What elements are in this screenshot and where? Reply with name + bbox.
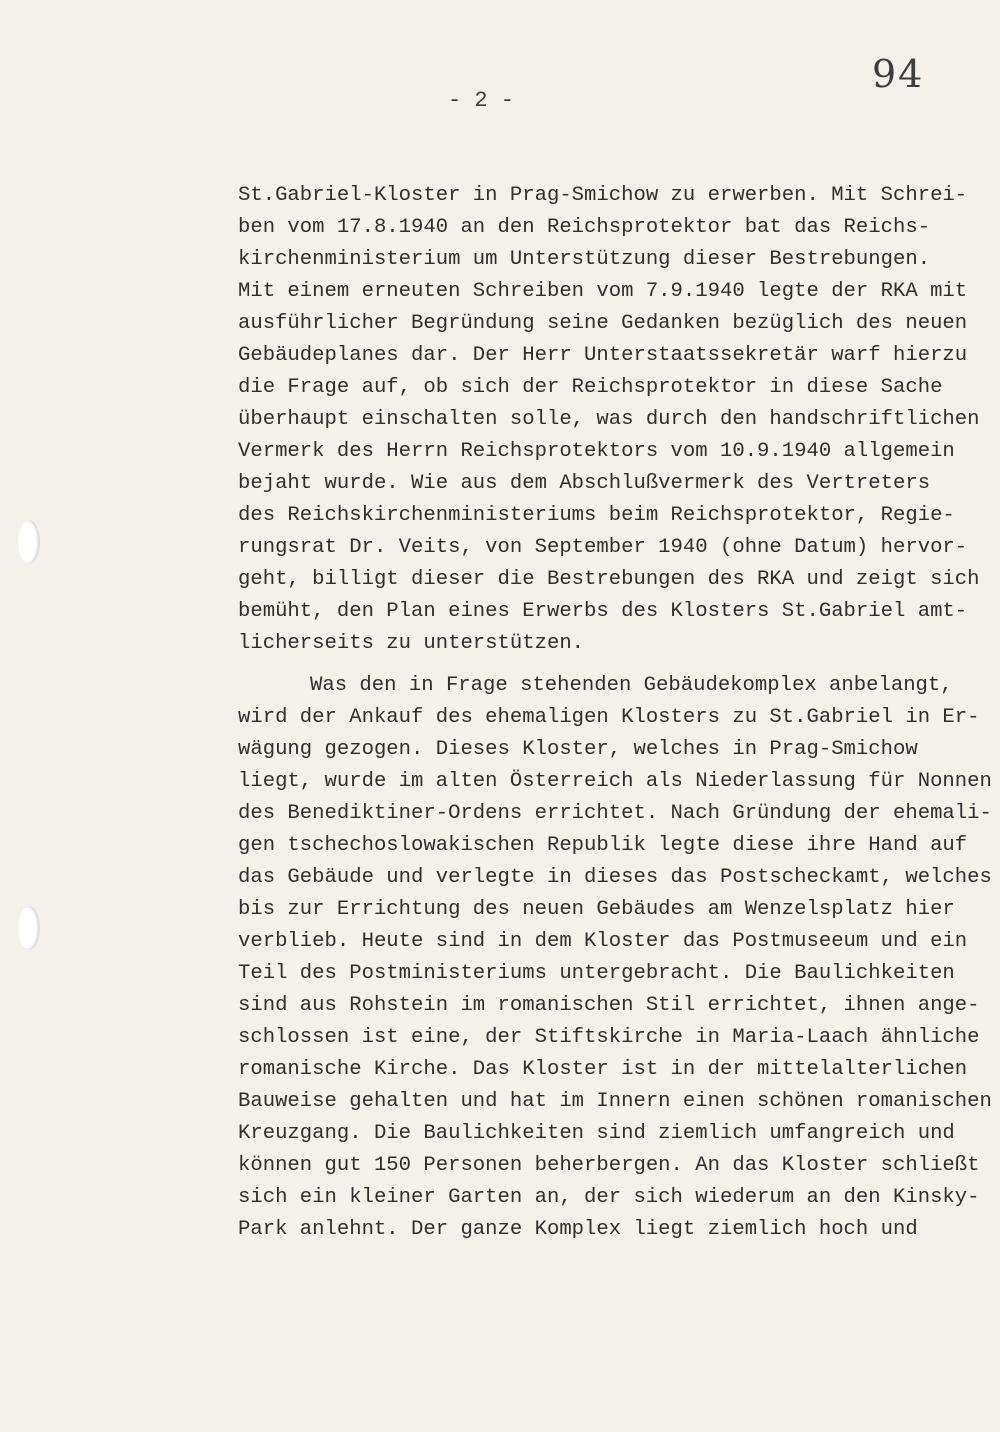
text-line: kirchenministerium um Unterstützung dieser Bestrebungen.	[238, 248, 931, 271]
text-line: rungsrat Dr. Veits, von September 1940 (ohne Datum) hervor-	[238, 536, 968, 559]
text-line: liegt, wurde im alten Österreich als Niederlassung für Nonnen	[238, 770, 992, 793]
text-line: die Frage auf, ob sich der Reichsprotektor in diese Sache	[238, 376, 943, 399]
paragraph-2	[238, 670, 998, 1246]
page-number: - 2 -	[448, 88, 515, 113]
text-line: sich ein kleiner Garten an, der sich wiederum an den Kinsky-	[238, 1186, 980, 1209]
text-line: des Reichskirchenministeriums beim Reichsprotektor, Regie-	[238, 504, 955, 527]
text-line: Was den in Frage stehenden Gebäudekomplex anbelangt,	[310, 674, 953, 697]
text-line: verblieb. Heute sind in dem Kloster das Postmuseeum und ein	[238, 930, 968, 953]
text-line: bejaht wurde. Wie aus dem Abschlußvermerk des Vertreters	[238, 472, 931, 495]
text-line: bemüht, den Plan eines Erwerbs des Klosters St.Gabriel amt-	[238, 600, 968, 623]
text-line: licherseits zu unterstützen.	[238, 632, 585, 655]
paragraph-gap	[238, 660, 998, 670]
text-line: bis zur Errichtung des neuen Gebäudes am Wenzelsplatz hier	[238, 898, 955, 921]
text-line: Kreuzgang. Die Baulichkeiten sind ziemlich umfangreich und	[238, 1122, 955, 1145]
text-line: Mit einem erneuten Schreiben vom 7.9.1940 legte der RKA mit	[238, 280, 968, 303]
text-line: das Gebäude und verlegte in dieses das Postscheckamt, welches	[238, 866, 992, 889]
text-line: geht, billigt dieser die Bestrebungen des RKA und zeigt sich	[238, 568, 980, 591]
paragraph-1	[238, 180, 998, 660]
text-line: Vermerk des Herrn Reichsprotektors vom 10.9.1940 allgemein	[238, 440, 955, 463]
text-line: schlossen ist eine, der Stiftskirche in Maria-Laach ähnliche	[238, 1026, 980, 1049]
text-line: ausführlicher Begründung seine Gedanken bezüglich des neuen	[238, 312, 968, 335]
folio-number: 94	[872, 52, 925, 96]
text-line: Teil des Postministeriums untergebracht. Die Baulichkeiten	[238, 962, 955, 985]
text-line: überhaupt einschalten solle, was durch den handschriftlichen	[238, 408, 980, 431]
text-line: des Benediktiner-Ordens errichtet. Nach Gründung der ehemali-	[238, 802, 992, 825]
text-line: Gebäudeplanes dar. Der Herr Unterstaatssekretär warf hierzu	[238, 344, 968, 367]
punch-hole	[18, 520, 40, 564]
body-text	[238, 180, 998, 1246]
text-line: Bauweise gehalten und hat im Innern einen schönen romanischen	[238, 1090, 992, 1113]
text-line: wägung gezogen. Dieses Kloster, welches in Prag-Smichow	[238, 738, 918, 761]
punch-hole	[18, 906, 40, 950]
text-line: können gut 150 Personen beherbergen. An das Kloster schließt	[238, 1154, 980, 1177]
text-line: Park anlehnt. Der ganze Komplex liegt ziemlich hoch und	[238, 1218, 918, 1241]
text-line: ben vom 17.8.1940 an den Reichsprotektor bat das Reichs-	[238, 216, 931, 239]
text-line: St.Gabriel-Kloster in Prag-Smichow zu erwerben. Mit Schrei-	[238, 184, 968, 207]
text-line: wird der Ankauf des ehemaligen Klosters zu St.Gabriel in Er-	[238, 706, 980, 729]
text-line: sind aus Rohstein im romanischen Stil errichtet, ihnen ange-	[238, 994, 980, 1017]
text-line: gen tschechoslowakischen Republik legte diese ihre Hand auf	[238, 834, 968, 857]
text-line: romanische Kirche. Das Kloster ist in der mittelalterlichen	[238, 1058, 968, 1081]
